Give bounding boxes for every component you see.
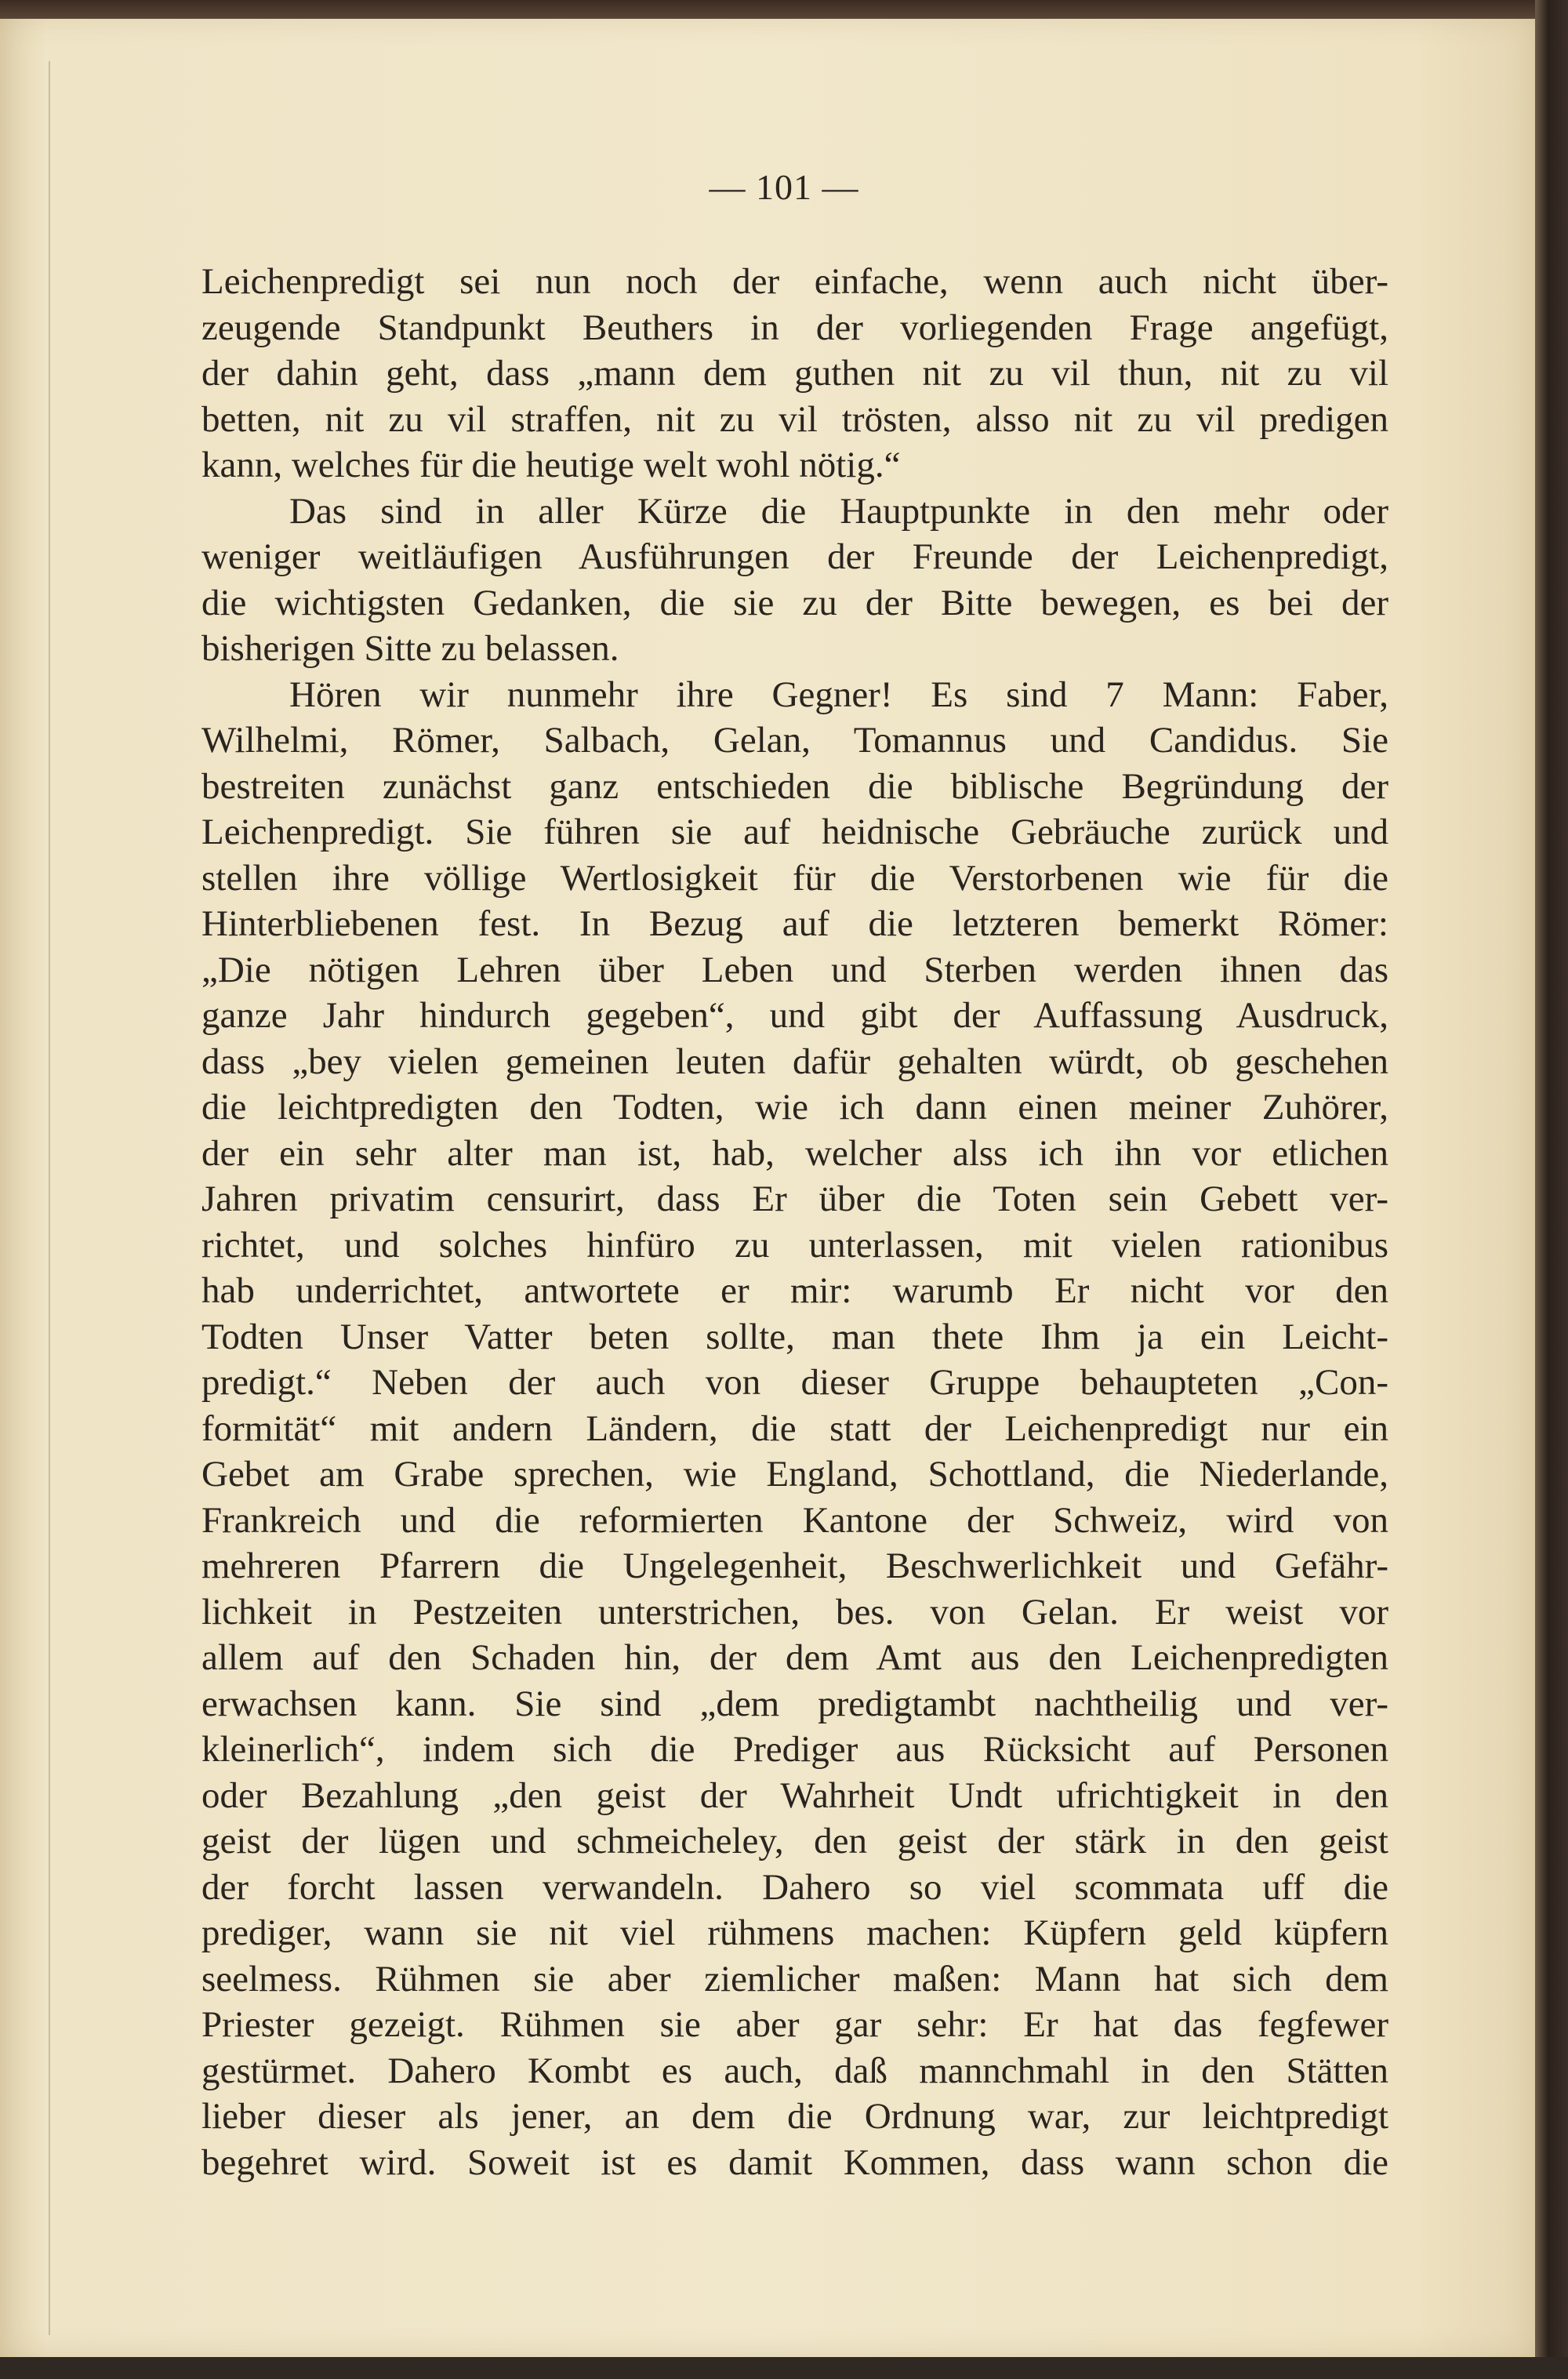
text-line: erwachsen kann. Sie sind „dem predigtambt nachtheilig und ver- [201, 1683, 1388, 1724]
text-line: Leichenpredigt. Sie führen sie auf heidnische Gebräuche zurück und [201, 812, 1388, 852]
page-number: — 101 — [709, 167, 859, 207]
text-line: Gebet am Grabe sprechen, wie England, Schottland, die Niederlande, [201, 1454, 1388, 1495]
page-bottom-edge [0, 2357, 1568, 2379]
text-line: betten, nit zu vil straffen, nit zu vil trösten, alsso nit zu vil predigen [201, 398, 1388, 440]
page-top-edge [0, 0, 1568, 19]
text-line: weniger weitläufigen Ausführungen der Freunde der Leichenpredigt, [201, 536, 1388, 577]
body-text [201, 259, 1388, 2185]
text-line: geist der lügen und schmeicheley, den geist der stärk in den geist [201, 1821, 1388, 1861]
text-line: kleinerlich“, indem sich die Prediger aus Rücksicht auf Personen [201, 1729, 1388, 1770]
page-fold-shadow [49, 61, 50, 2335]
text-line: Wilhelmi, Römer, Salbach, Gelan, Tomannus und Candidus. Sie [201, 720, 1388, 761]
text-line: „Die nötigen Lehren über Leben und Sterben werden ihnen das [201, 949, 1388, 990]
text-line: gestürmet. Dahero Kombt es auch, daß mannchmahl in den Stätten [201, 2050, 1388, 2091]
text-line: Hören wir nunmehr ihre Gegner! Es sind 7 Mann: Faber, [289, 674, 1388, 715]
text-line: die leichtpredigten den Todten, wie ich dann einen meiner Zuhörer, [201, 1087, 1388, 1128]
text-line: der dahin geht, dass „mann dem guthen nit zu vil thun, nit zu vil [201, 353, 1388, 394]
text-line: Das sind in aller Kürze die Hauptpunkte in den mehr oder [289, 490, 1388, 532]
text-line: Leichenpredigt sei nun noch der einfache, wenn auch nicht über- [201, 261, 1388, 302]
text-line: lieber dieser als jener, an dem die Ordnung war, zur leichtpredigt [201, 2096, 1388, 2137]
text-line: dass „bey vielen gemeinen leuten dafür gehalten würdt, ob geschehen [201, 1041, 1388, 1082]
text-line: zeugende Standpunkt Beuthers in der vorliegenden Frage angefügt, [201, 307, 1388, 348]
text-line: die wichtigsten Gedanken, die sie zu der Bitte bewegen, es bei der [201, 582, 1388, 623]
text-line: prediger, wann sie nit viel rühmens machen: Küpfern geld küpfern [201, 1912, 1388, 1953]
text-line: bisherigen Sitte zu belassen. [201, 628, 619, 669]
text-line: Hinterbliebenen fest. In Bezug auf die letzteren bemerkt Römer: [201, 903, 1388, 944]
text-line: Frankreich und die reformierten Kantone der Schweiz, wird von [201, 1499, 1388, 1541]
text-line: richtet, und solches hinfüro zu unterlassen, mit vielen rationibus [201, 1224, 1388, 1266]
text-line: Jahren privatim censurirt, dass Er über die Toten sein Gebett ver- [201, 1179, 1388, 1219]
text-line: kann, welches für die heutige welt wohl nötig.“ [201, 445, 901, 485]
text-line: oder Bezahlung „den geist der Wahrheit Undt ufrichtigkeit in den [201, 1774, 1388, 1816]
text-line: seelmess. Rühmen sie aber ziemlicher maßen: Mann hat sich dem [201, 1958, 1388, 1999]
text-line: lichkeit in Pestzeiten unterstrichen, bes. von Gelan. Er weist vor [201, 1591, 1388, 1633]
text-line: Priester gezeigt. Rühmen sie aber gar sehr: Er hat das fegfewer [201, 2004, 1388, 2045]
text-line: Todten Unser Vatter beten sollte, man thete Ihm ja ein Leicht- [201, 1316, 1388, 1357]
text-line: ganze Jahr hindurch gegeben“, und gibt der Auffassung Ausdruck, [201, 995, 1388, 1036]
text-line: predigt.“ Neben der auch von dieser Gruppe behaupteten „Con- [201, 1362, 1388, 1403]
text-line: der forcht lassen verwandeln. Dahero so viel scommata uff die [201, 1866, 1388, 1908]
text-line: mehreren Pfarrern die Ungelegenheit, Beschwerlichkeit und Gefähr- [201, 1545, 1388, 1586]
book-binding-edge [1535, 0, 1568, 2379]
text-line: begehret wird. Soweit ist es damit Kommen, dass wann schon die [201, 2141, 1388, 2183]
text-line: der ein sehr alter man ist, hab, welcher alss ich ihn vor etlichen [201, 1132, 1388, 1174]
text-line: formität“ mit andern Ländern, die statt der Leichenpredigt nur ein [201, 1407, 1388, 1449]
text-line: allem auf den Schaden hin, der dem Amt aus den Leichenpredigten [201, 1637, 1388, 1678]
text-line: bestreiten zunächst ganz entschieden die biblische Begründung der [201, 765, 1388, 807]
text-line: hab underrichtet, antwortete er mir: warumb Er nicht vor den [201, 1270, 1388, 1311]
text-line: stellen ihre völlige Wertlosigkeit für die Verstorbenen wie für die [201, 857, 1388, 899]
